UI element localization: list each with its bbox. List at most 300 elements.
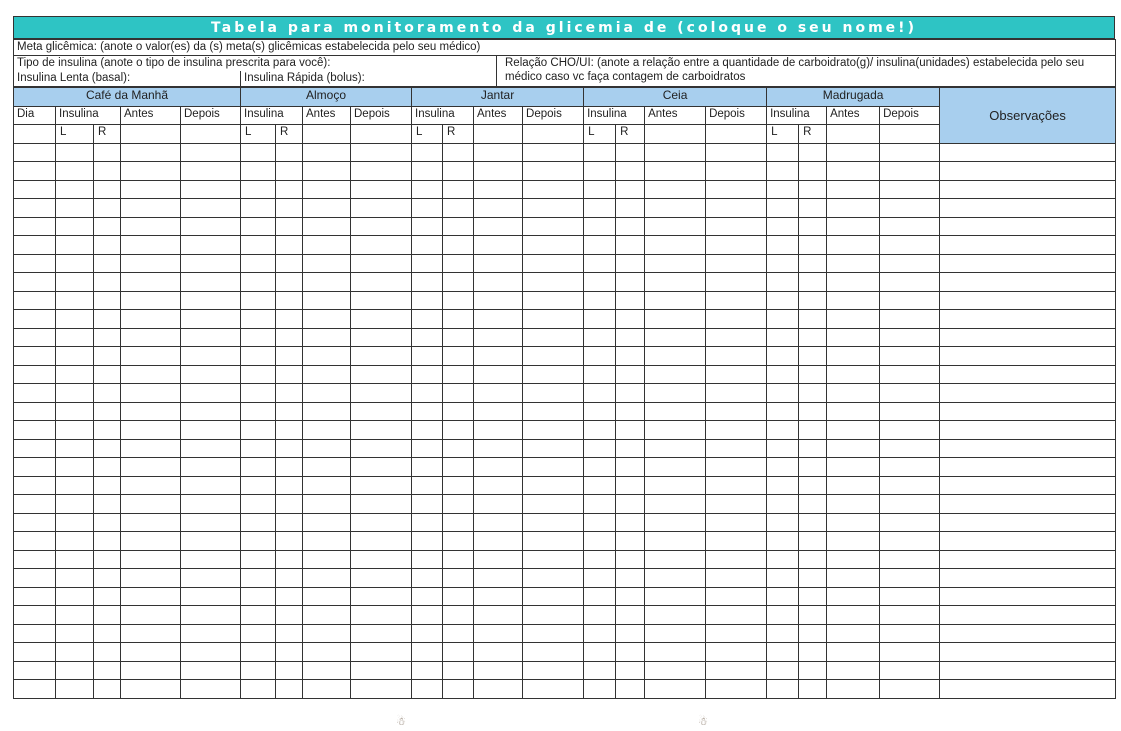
entry-cell[interactable] [181, 532, 241, 551]
entry-cell[interactable] [56, 143, 94, 162]
entry-cell[interactable] [443, 680, 474, 699]
entry-cell[interactable] [767, 476, 799, 495]
entry-cell[interactable] [14, 273, 56, 292]
entry-cell[interactable] [827, 291, 880, 310]
entry-cell[interactable] [94, 365, 121, 384]
entry-cell[interactable] [799, 624, 827, 643]
entry-cell[interactable] [276, 291, 303, 310]
entry-cell[interactable] [474, 291, 523, 310]
entry-cell[interactable] [584, 273, 616, 292]
entry-cell[interactable] [276, 495, 303, 514]
entry-cell[interactable] [827, 236, 880, 255]
entry-cell[interactable] [880, 236, 940, 255]
entry-cell[interactable] [181, 180, 241, 199]
entry-cell[interactable] [584, 347, 616, 366]
entry-cell[interactable] [880, 439, 940, 458]
entry-cell[interactable] [351, 291, 412, 310]
entry-cell[interactable] [767, 624, 799, 643]
entry-cell[interactable] [443, 347, 474, 366]
entry-cell[interactable] [14, 606, 56, 625]
entry-cell[interactable] [412, 606, 443, 625]
entry-cell[interactable] [799, 291, 827, 310]
entry-cell[interactable] [799, 180, 827, 199]
entry-cell[interactable] [523, 143, 584, 162]
entry-cell[interactable] [616, 199, 645, 218]
entry-cell[interactable] [645, 310, 706, 329]
entry-cell[interactable] [443, 643, 474, 662]
entry-cell[interactable] [645, 273, 706, 292]
entry-cell[interactable] [767, 162, 799, 181]
entry-cell[interactable] [94, 624, 121, 643]
entry-cell[interactable] [14, 254, 56, 273]
entry-cell[interactable] [276, 550, 303, 569]
entry-cell[interactable] [121, 347, 181, 366]
entry-cell[interactable] [94, 569, 121, 588]
entry-cell[interactable] [94, 254, 121, 273]
entry-cell[interactable] [645, 550, 706, 569]
entry-cell[interactable] [799, 347, 827, 366]
entry-cell[interactable] [474, 476, 523, 495]
entry-cell[interactable] [645, 680, 706, 699]
entry-cell[interactable] [14, 384, 56, 403]
entry-cell[interactable] [474, 624, 523, 643]
entry-cell[interactable] [181, 439, 241, 458]
entry-cell[interactable] [767, 495, 799, 514]
entry-cell[interactable] [94, 291, 121, 310]
entry-cell[interactable] [443, 624, 474, 643]
entry-cell[interactable] [799, 143, 827, 162]
entry-cell[interactable] [645, 624, 706, 643]
entry-cell[interactable] [56, 347, 94, 366]
entry-cell[interactable] [616, 532, 645, 551]
entry-cell[interactable] [523, 569, 584, 588]
entry-cell[interactable] [351, 143, 412, 162]
entry-cell[interactable] [181, 199, 241, 218]
entry-cell[interactable] [121, 550, 181, 569]
entry-cell[interactable] [767, 365, 799, 384]
entry-cell[interactable] [474, 458, 523, 477]
observacoes-cell[interactable] [940, 291, 1116, 310]
entry-cell[interactable] [880, 180, 940, 199]
entry-cell[interactable] [56, 254, 94, 273]
entry-cell[interactable] [56, 199, 94, 218]
observacoes-cell[interactable] [940, 310, 1116, 329]
entry-cell[interactable] [474, 365, 523, 384]
entry-cell[interactable] [799, 476, 827, 495]
entry-cell[interactable] [443, 273, 474, 292]
entry-cell[interactable] [276, 458, 303, 477]
entry-cell[interactable] [121, 439, 181, 458]
entry-cell[interactable] [14, 550, 56, 569]
entry-cell[interactable] [827, 199, 880, 218]
entry-cell[interactable] [616, 569, 645, 588]
entry-cell[interactable] [351, 513, 412, 532]
entry-cell[interactable] [94, 439, 121, 458]
entry-cell[interactable] [94, 476, 121, 495]
entry-cell[interactable] [276, 421, 303, 440]
entry-cell[interactable] [523, 328, 584, 347]
observacoes-cell[interactable] [940, 402, 1116, 421]
entry-cell[interactable] [827, 458, 880, 477]
entry-cell[interactable] [303, 550, 351, 569]
entry-cell[interactable] [241, 550, 276, 569]
entry-cell[interactable] [827, 328, 880, 347]
entry-cell[interactable] [474, 199, 523, 218]
entry-cell[interactable] [584, 254, 616, 273]
entry-cell[interactable] [616, 365, 645, 384]
entry-cell[interactable] [94, 143, 121, 162]
entry-cell[interactable] [523, 254, 584, 273]
entry-cell[interactable] [276, 328, 303, 347]
entry-cell[interactable] [121, 532, 181, 551]
entry-cell[interactable] [303, 476, 351, 495]
entry-cell[interactable] [94, 217, 121, 236]
entry-cell[interactable] [303, 236, 351, 255]
entry-cell[interactable] [121, 513, 181, 532]
entry-cell[interactable] [14, 365, 56, 384]
entry-cell[interactable] [474, 217, 523, 236]
entry-cell[interactable] [241, 624, 276, 643]
entry-cell[interactable] [351, 162, 412, 181]
entry-cell[interactable] [351, 643, 412, 662]
entry-cell[interactable] [56, 624, 94, 643]
entry-cell[interactable] [56, 384, 94, 403]
entry-cell[interactable] [584, 439, 616, 458]
entry-cell[interactable] [303, 495, 351, 514]
entry-cell[interactable] [523, 624, 584, 643]
entry-cell[interactable] [827, 217, 880, 236]
entry-cell[interactable] [443, 143, 474, 162]
entry-cell[interactable] [616, 384, 645, 403]
entry-cell[interactable] [94, 495, 121, 514]
entry-cell[interactable] [706, 458, 767, 477]
entry-cell[interactable] [181, 569, 241, 588]
entry-cell[interactable] [412, 587, 443, 606]
entry-cell[interactable] [584, 550, 616, 569]
entry-cell[interactable] [56, 217, 94, 236]
entry-cell[interactable] [412, 624, 443, 643]
entry-cell[interactable] [14, 402, 56, 421]
entry-cell[interactable] [241, 162, 276, 181]
entry-cell[interactable] [56, 513, 94, 532]
entry-cell[interactable] [276, 254, 303, 273]
entry-cell[interactable] [443, 162, 474, 181]
entry-cell[interactable] [94, 180, 121, 199]
entry-cell[interactable] [799, 162, 827, 181]
entry-cell[interactable] [616, 606, 645, 625]
entry-cell[interactable] [645, 162, 706, 181]
entry-cell[interactable] [412, 421, 443, 440]
observacoes-cell[interactable] [940, 328, 1116, 347]
entry-cell[interactable] [523, 458, 584, 477]
entry-cell[interactable] [880, 606, 940, 625]
entry-cell[interactable] [276, 569, 303, 588]
entry-cell[interactable] [56, 291, 94, 310]
entry-cell[interactable] [412, 513, 443, 532]
entry-cell[interactable] [799, 532, 827, 551]
entry-cell[interactable] [880, 143, 940, 162]
entry-cell[interactable] [523, 162, 584, 181]
entry-cell[interactable] [706, 680, 767, 699]
entry-cell[interactable] [56, 365, 94, 384]
entry-cell[interactable] [880, 624, 940, 643]
entry-cell[interactable] [276, 439, 303, 458]
entry-cell[interactable] [474, 680, 523, 699]
entry-cell[interactable] [121, 643, 181, 662]
entry-cell[interactable] [523, 384, 584, 403]
entry-cell[interactable] [827, 402, 880, 421]
entry-cell[interactable] [14, 143, 56, 162]
entry-cell[interactable] [303, 328, 351, 347]
entry-cell[interactable] [56, 439, 94, 458]
entry-cell[interactable] [523, 310, 584, 329]
entry-cell[interactable] [706, 273, 767, 292]
entry-cell[interactable] [799, 569, 827, 588]
entry-cell[interactable] [241, 384, 276, 403]
entry-cell[interactable] [56, 180, 94, 199]
entry-cell[interactable] [412, 273, 443, 292]
entry-cell[interactable] [241, 439, 276, 458]
entry-cell[interactable] [94, 328, 121, 347]
entry-cell[interactable] [14, 217, 56, 236]
entry-cell[interactable] [474, 569, 523, 588]
entry-cell[interactable] [474, 402, 523, 421]
entry-cell[interactable] [767, 421, 799, 440]
entry-cell[interactable] [351, 550, 412, 569]
observacoes-cell[interactable] [940, 476, 1116, 495]
entry-cell[interactable] [181, 513, 241, 532]
entry-cell[interactable] [56, 661, 94, 680]
entry-cell[interactable] [276, 402, 303, 421]
entry-cell[interactable] [706, 587, 767, 606]
entry-cell[interactable] [880, 550, 940, 569]
entry-cell[interactable] [880, 402, 940, 421]
entry-cell[interactable] [767, 273, 799, 292]
entry-cell[interactable] [645, 402, 706, 421]
entry-cell[interactable] [827, 495, 880, 514]
entry-cell[interactable] [181, 495, 241, 514]
entry-cell[interactable] [584, 495, 616, 514]
entry-cell[interactable] [121, 254, 181, 273]
entry-cell[interactable] [474, 532, 523, 551]
entry-cell[interactable] [241, 476, 276, 495]
entry-cell[interactable] [351, 384, 412, 403]
entry-cell[interactable] [351, 347, 412, 366]
entry-cell[interactable] [616, 180, 645, 199]
entry-cell[interactable] [767, 569, 799, 588]
entry-cell[interactable] [241, 199, 276, 218]
entry-cell[interactable] [799, 550, 827, 569]
entry-cell[interactable] [523, 680, 584, 699]
entry-cell[interactable] [241, 365, 276, 384]
entry-cell[interactable] [523, 606, 584, 625]
entry-cell[interactable] [645, 495, 706, 514]
entry-cell[interactable] [880, 421, 940, 440]
entry-cell[interactable] [94, 384, 121, 403]
entry-cell[interactable] [474, 661, 523, 680]
entry-cell[interactable] [616, 162, 645, 181]
entry-cell[interactable] [303, 402, 351, 421]
entry-cell[interactable] [94, 199, 121, 218]
entry-cell[interactable] [827, 624, 880, 643]
entry-cell[interactable] [14, 513, 56, 532]
entry-cell[interactable] [799, 458, 827, 477]
entry-cell[interactable] [880, 458, 940, 477]
entry-cell[interactable] [181, 162, 241, 181]
entry-cell[interactable] [56, 273, 94, 292]
entry-cell[interactable] [241, 328, 276, 347]
entry-cell[interactable] [443, 217, 474, 236]
entry-cell[interactable] [880, 310, 940, 329]
entry-cell[interactable] [645, 365, 706, 384]
entry-cell[interactable] [645, 199, 706, 218]
entry-cell[interactable] [14, 180, 56, 199]
entry-cell[interactable] [827, 513, 880, 532]
entry-cell[interactable] [645, 661, 706, 680]
entry-cell[interactable] [303, 513, 351, 532]
entry-cell[interactable] [474, 439, 523, 458]
observacoes-cell[interactable] [940, 643, 1116, 662]
entry-cell[interactable] [276, 384, 303, 403]
entry-cell[interactable] [14, 680, 56, 699]
entry-cell[interactable] [474, 513, 523, 532]
entry-cell[interactable] [799, 643, 827, 662]
entry-cell[interactable] [880, 384, 940, 403]
entry-cell[interactable] [767, 513, 799, 532]
entry-cell[interactable] [276, 310, 303, 329]
entry-cell[interactable] [303, 217, 351, 236]
entry-cell[interactable] [303, 180, 351, 199]
entry-cell[interactable] [241, 291, 276, 310]
entry-cell[interactable] [474, 143, 523, 162]
observacoes-cell[interactable] [940, 439, 1116, 458]
entry-cell[interactable] [303, 624, 351, 643]
entry-cell[interactable] [56, 162, 94, 181]
entry-cell[interactable] [645, 291, 706, 310]
entry-cell[interactable] [181, 458, 241, 477]
entry-cell[interactable] [276, 365, 303, 384]
entry-cell[interactable] [645, 458, 706, 477]
entry-cell[interactable] [56, 328, 94, 347]
entry-cell[interactable] [706, 569, 767, 588]
entry-cell[interactable] [241, 587, 276, 606]
entry-cell[interactable] [645, 532, 706, 551]
entry-cell[interactable] [616, 439, 645, 458]
entry-cell[interactable] [303, 661, 351, 680]
entry-cell[interactable] [645, 180, 706, 199]
entry-cell[interactable] [706, 606, 767, 625]
entry-cell[interactable] [584, 217, 616, 236]
entry-cell[interactable] [799, 273, 827, 292]
entry-cell[interactable] [799, 439, 827, 458]
observacoes-cell[interactable] [940, 495, 1116, 514]
observacoes-cell[interactable] [940, 236, 1116, 255]
entry-cell[interactable] [303, 162, 351, 181]
entry-cell[interactable] [616, 347, 645, 366]
entry-cell[interactable] [412, 328, 443, 347]
entry-cell[interactable] [412, 199, 443, 218]
entry-cell[interactable] [645, 254, 706, 273]
entry-cell[interactable] [827, 587, 880, 606]
entry-cell[interactable] [14, 458, 56, 477]
observacoes-cell[interactable] [940, 365, 1116, 384]
entry-cell[interactable] [303, 458, 351, 477]
entry-cell[interactable] [616, 254, 645, 273]
entry-cell[interactable] [880, 643, 940, 662]
entry-cell[interactable] [474, 550, 523, 569]
entry-cell[interactable] [443, 291, 474, 310]
entry-cell[interactable] [706, 532, 767, 551]
entry-cell[interactable] [276, 587, 303, 606]
entry-cell[interactable] [523, 513, 584, 532]
entry-cell[interactable] [351, 236, 412, 255]
entry-cell[interactable] [616, 291, 645, 310]
entry-cell[interactable] [584, 661, 616, 680]
entry-cell[interactable] [14, 661, 56, 680]
entry-cell[interactable] [241, 680, 276, 699]
entry-cell[interactable] [94, 310, 121, 329]
entry-cell[interactable] [827, 162, 880, 181]
entry-cell[interactable] [474, 273, 523, 292]
entry-cell[interactable] [121, 421, 181, 440]
entry-cell[interactable] [181, 661, 241, 680]
entry-cell[interactable] [616, 587, 645, 606]
entry-cell[interactable] [523, 532, 584, 551]
entry-cell[interactable] [181, 365, 241, 384]
entry-cell[interactable] [351, 180, 412, 199]
entry-cell[interactable] [351, 532, 412, 551]
entry-cell[interactable] [443, 495, 474, 514]
entry-cell[interactable] [181, 624, 241, 643]
entry-cell[interactable] [767, 199, 799, 218]
entry-cell[interactable] [706, 384, 767, 403]
entry-cell[interactable] [880, 162, 940, 181]
entry-cell[interactable] [474, 606, 523, 625]
entry-cell[interactable] [412, 347, 443, 366]
entry-cell[interactable] [616, 495, 645, 514]
entry-cell[interactable] [14, 310, 56, 329]
entry-cell[interactable] [767, 254, 799, 273]
entry-cell[interactable] [474, 310, 523, 329]
entry-cell[interactable] [616, 143, 645, 162]
entry-cell[interactable] [799, 587, 827, 606]
entry-cell[interactable] [827, 421, 880, 440]
entry-cell[interactable] [181, 606, 241, 625]
entry-cell[interactable] [121, 143, 181, 162]
entry-cell[interactable] [767, 402, 799, 421]
entry-cell[interactable] [799, 495, 827, 514]
entry-cell[interactable] [706, 328, 767, 347]
entry-cell[interactable] [523, 439, 584, 458]
entry-cell[interactable] [645, 513, 706, 532]
entry-cell[interactable] [767, 328, 799, 347]
entry-cell[interactable] [181, 273, 241, 292]
entry-cell[interactable] [645, 217, 706, 236]
entry-cell[interactable] [827, 180, 880, 199]
entry-cell[interactable] [767, 347, 799, 366]
entry-cell[interactable] [276, 217, 303, 236]
entry-cell[interactable] [303, 273, 351, 292]
entry-cell[interactable] [351, 328, 412, 347]
entry-cell[interactable] [443, 236, 474, 255]
entry-cell[interactable] [474, 421, 523, 440]
entry-cell[interactable] [767, 310, 799, 329]
entry-cell[interactable] [412, 217, 443, 236]
entry-cell[interactable] [14, 439, 56, 458]
entry-cell[interactable] [767, 606, 799, 625]
entry-cell[interactable] [241, 532, 276, 551]
entry-cell[interactable] [584, 624, 616, 643]
